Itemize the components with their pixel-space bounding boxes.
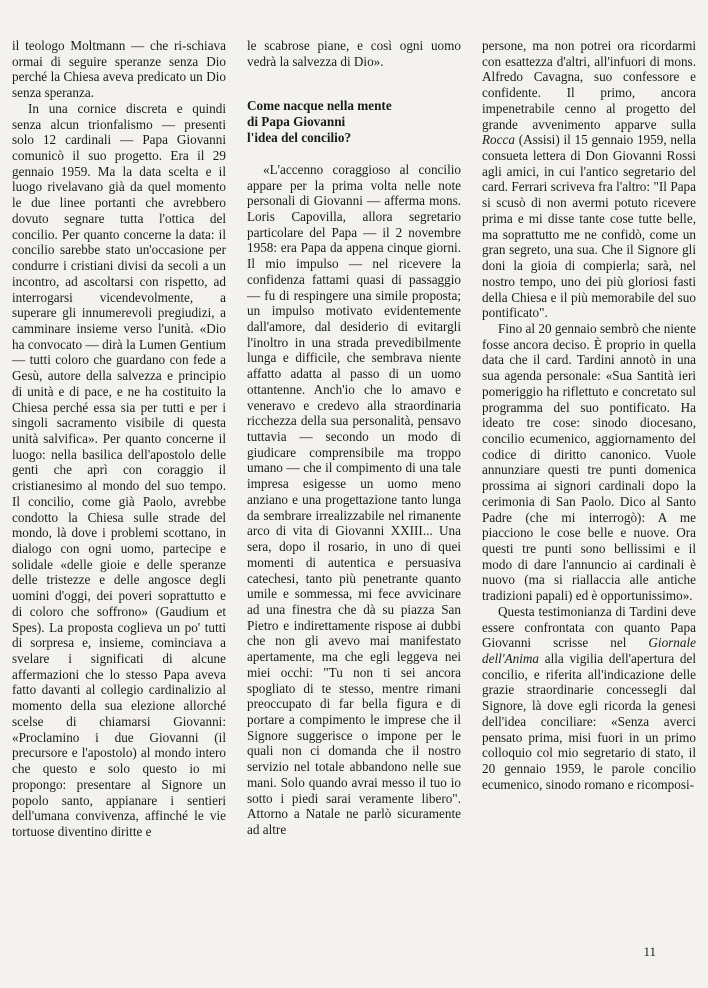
italic-title: Rocca bbox=[482, 132, 515, 148]
paragraph: le scabrose piane, e così ogni uomo vedrà la salvezza di Dio». bbox=[247, 38, 461, 69]
heading-line: di Papa Giovanni bbox=[247, 114, 346, 130]
paragraph: In una cornice discreta e quindi senza alcun trionfalismo — presenti solo 12 cardinali — Papa Giovanni comunicò il suo progetto. Era il 29 gennaio 1959. Ma la data scelta e il luogo rivelavano già da quel momento le due linee portanti che avrebbero dovuto segnare tutta l'ottica del concilio. Per quanto concerne la data: il concilio sarebbe stato un'occasione per condurre i cristiani divisi da secoli a un incontro, ad ascoltarsi con rispetto, ad interrogarsi vicendevolmente, a superare gli innumerevoli pregiudizi, a camminare insieme verso l'unità. «Dio ha convocato — dirà la Lumen Gentium — tutti coloro che guardano con fede a Gesù, autore della salvezza e principio di unità e di pace, e ne ha costituito la Chiesa perché essa sia per tutti e per i singoli sacramento visibile di questa unità salvifica». Per quanto concerne il luogo: nella basilica dell'apostolo delle genti che aprì con coraggio il cristianesimo al mondo del suo tempo. Il concilio, come già Paolo, avrebbe condotto la Chiesa sulle strade del mondo, là dove i problemi scottano, in dialogo con ogni uomo, partecipe e solidale «delle gioie e delle speranze delle tristezze e delle angosce degli uomini d'oggi, dei poveri soprattutto e di coloro che soffrono» (Gaudium et Spes). La proposta coglieva un po' tutti di sorpresa e, insieme, cominciava a svelare i significati di alcune affermazioni che lo stesso Papa aveva fatto davanti al collegio cardinalizio al momento della sua elezione allorché scelse di chiamarsi Giovanni: «Proclamino i due Giovanni (il precursore e l'apostolo) al mondo intero che questo e solo questo io mi propongo: presentare al Signore un popolo santo, appianare i sentieri dell'umana convivenza, affinché le vie tortuose diventino diritte e bbox=[12, 100, 226, 839]
paragraph: «L'accenno coraggioso al concilio appare per la prima volta nelle note personali di Giovanni — afferma mons. Loris Capovilla, allora segretario particolare del Papa — il 2 novembre 1958: era Papa da appena cinque giorni. Il mio impulso — nel ricevere la confidenza fattami quasi di passaggio — fu di respingere una simile proposta; un impulso motivato evidentemente dall'amore, dal desiderio di evitargli l'inoltro in una strada prevedibilmente lunga e difficile, che sembrava niente affatto adatta al passo di un uomo ottantenne. Anch'io che lo amavo e veneravo e credevo alla straordinaria ricchezza della sua personalità, pensavo tuttavia — secondo un modo di giudicare comprensibile ma troppo umano — che il compimento di una tale impresa esigesse un uomo meno anziano e una progettazione tanto lunga da sembrare irrealizzabile nel rimanente arco di vita di Giovanni XXIII... Una sera, dopo il rosario, in uno di quei momenti di autentica e persuasiva catechesi, tanto più penetrante quanto umile e sommessa, mi fece avvicinare ad una finestra che dà su piazza San Pietro e indirettamente rispose ai dubbi che non gli avevo mai manifestato apertamente, ma che egli leggeva nei miei occhi: "Tu non ti sei ancora spogliato di te stesso, mentre rimani preoccupato di far bella figura e di portare a compimento le imprese che il Signore suggerisce o impone per le quali non ci domanda che il nostro servizio nel totale abbandono nelle sue mani. Solo quando avrai messo il tuo io sotto i piedi sarai veramente libero". Attorno a Natale ne parlò sicuramente ad altre bbox=[247, 161, 461, 838]
magazine-page bbox=[12, 38, 696, 978]
text-run: Questa testimonianza di Tardini deve essere confrontata con quanto Papa Giovanni scrisse nel bbox=[482, 603, 696, 651]
heading-line: Come nacque nella mente bbox=[247, 98, 392, 114]
text-column-3 bbox=[482, 38, 696, 978]
paragraph bbox=[482, 604, 696, 793]
heading-line: l'idea del concilio? bbox=[247, 130, 352, 146]
text-run: (Assisi) il 15 gennaio 1959, nella consueta lettera di Don Giovanni Rossi agli amici, in cui l'antico segretario del card. Ferrari scriveva fra l'altro: "Il Papa si scusò di non avermi potuto ricevere prima e mi disse tante cose tutte belle, ma soprattutto me ne confidò, come un gran segreto, una sua. Che il Signore gli doni la gioia di compierla; sarà, nel nostro tempo, uno dei più gloriosi fasti della Chiesa e il più memorabile del suo pontificato". bbox=[482, 132, 696, 321]
text-column-1 bbox=[12, 38, 226, 978]
paragraph: il teologo Moltmann — che ri-schiava ormai di seguire speranze senza Dio perché la Chiesa aveva predicato un Dio senza speranza. bbox=[12, 38, 226, 101]
text-run: persone, ma non potrei ora ricordarmi con esattezza d'altri, all'infuori di mons. Alfredo Cavagna, suo confessore e confidente. Il primo, ancora impenetrabile cenno al progetto del grande avvenimento apparve sulla bbox=[482, 38, 696, 132]
text-run: alla vigilia dell'apertura del concilio, e riferita all'indicazione delle grazie straordinarie concessegli dal Signore, là dove egli ricorda la genesi dell'idea conciliare: «Senza averci pensato prima, misi fuori in un primo colloquio col mio segretario di stato, il 20 gennaio 1959, le parole concilio ecumenico, sinodo romano e ricomposi- bbox=[482, 651, 696, 792]
italic-title: Giornale dell'Anima bbox=[482, 635, 696, 667]
text-column-2 bbox=[247, 38, 461, 978]
section-heading bbox=[247, 98, 461, 145]
paragraph: Fino al 20 gennaio sembrò che niente fosse ancora deciso. È proprio in quella data che il card. Tardini annotò in una sua agenda personale: «Sua Santità ieri pomeriggio ha riflettuto e concretato sul programma del suo pontificato. Ha ideato tre cose: sinodo diocesano, concilio ecumenico, aggiornamento del codice di diritto canonico. Vuole annunziare questi tre punti domenica prossima ai signori cardinali dopo la cerimonia di San Paolo. Dico al Santo Padre (che mi interrogò): A me piacciono le cose belle e nuove. Ora questi tre punti sono bellissimi e il modo di dare l'annuncio ai cardinali è nuovo (ma si riallaccia alle antiche tradizioni papali) ed è opportunissimo». bbox=[482, 320, 696, 604]
page-number: 11 bbox=[643, 944, 656, 959]
paragraph bbox=[482, 38, 696, 321]
